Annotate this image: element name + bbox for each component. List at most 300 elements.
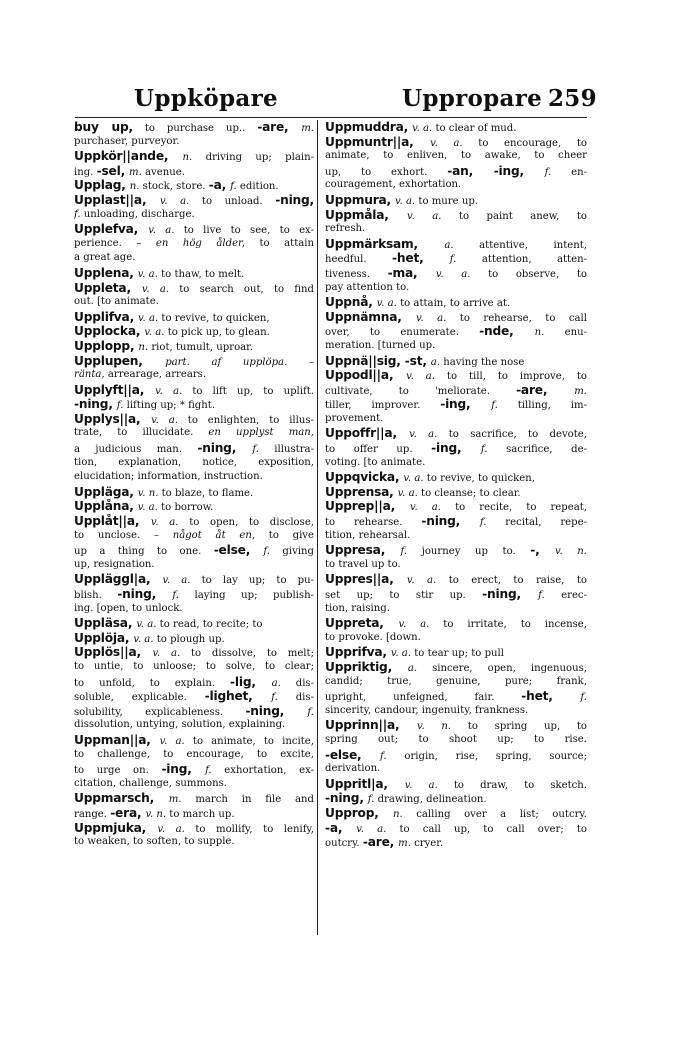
grammar-label: v. a.: [415, 312, 447, 324]
entry-line: [74, 762, 314, 777]
headword: Upprinn||a,: [325, 718, 417, 733]
grammar-label: f.: [480, 444, 488, 456]
headword: -nde,: [479, 324, 535, 339]
grammar-label: f.: [263, 546, 270, 558]
entry-line: [325, 821, 587, 836]
entry-line: [74, 631, 314, 646]
entry-line: [325, 718, 587, 733]
headword: Uppmärksam,: [325, 236, 445, 251]
definition-text: tiveness.: [325, 268, 388, 280]
definition-text: ing.: [74, 166, 97, 178]
entry-line: [325, 806, 587, 821]
headword: Upplyft||a,: [74, 382, 156, 397]
grammar-label: v. a.: [406, 371, 435, 383]
grammar-label: v. a.: [403, 473, 424, 485]
definition-text: up, resignation.: [74, 558, 155, 570]
grammar-label: f.: [538, 590, 545, 601]
headword: Upplast||a,: [74, 192, 160, 207]
definition-text: en-: [551, 166, 587, 178]
definition-text: to blaze, to flame.: [158, 487, 254, 499]
entry-line: [325, 602, 587, 617]
definition-text: drawing, delineation.: [374, 794, 487, 806]
entry-line: [74, 149, 314, 164]
headword: Uppres||a,: [325, 572, 407, 587]
headword: Upprensa,: [325, 484, 398, 499]
entry-line: [74, 281, 314, 296]
entry-line: [325, 441, 587, 456]
entry-line: [325, 704, 587, 719]
definition-text: to call up, to call over; to: [386, 823, 587, 835]
headword: Upplifva,: [74, 309, 139, 324]
definition-text: pay attention to.: [325, 281, 410, 293]
headword: Upplåna,: [74, 499, 138, 514]
entry-line: [74, 354, 314, 369]
definition-text: up, to exhort.: [325, 166, 448, 178]
headword: Upplöja,: [74, 630, 134, 645]
entry-line: [74, 806, 314, 821]
grammar-label: v. a.: [404, 779, 438, 791]
column-divider: [317, 120, 318, 935]
entry-line: [325, 777, 587, 792]
entry-line: [325, 208, 587, 223]
headword: Upprifva,: [325, 645, 391, 660]
grammar-label: v. a.: [406, 575, 437, 587]
definition-text: to animate, to incite,: [184, 735, 314, 747]
entry-line: [74, 397, 314, 412]
definition-text: to till, to improve, to: [435, 371, 587, 383]
definition-text: to unload.: [189, 195, 276, 207]
headword: -ing,: [440, 397, 492, 412]
grammar-label: v. a.: [409, 429, 438, 441]
definition-text: to purchase up..: [132, 123, 258, 134]
headword: -else,: [213, 543, 264, 558]
definition-text: a great age.: [74, 252, 136, 264]
headword: Upplupen,: [74, 353, 166, 368]
definition-text: erec-: [544, 590, 587, 601]
grammar-label: f.: [230, 181, 237, 193]
entry-line: [74, 237, 314, 252]
grammar-label: något åt en,: [172, 529, 256, 541]
headword: -are,: [257, 120, 302, 134]
headword: Uppqvicka,: [325, 470, 404, 485]
headword: Uppnä||sig, -st,: [325, 353, 431, 368]
headword: Uppmuntr||a,: [325, 134, 431, 149]
headword: Upplopp,: [74, 338, 139, 353]
grammar-label: n.: [393, 808, 403, 820]
grammar-label: m.: [168, 794, 182, 806]
headword: -era,: [110, 805, 146, 820]
definition-text: to paint anew, to: [441, 210, 587, 222]
headword: -het,: [392, 251, 450, 266]
headword: -ning,: [74, 397, 117, 412]
grammar-label: f.: [449, 254, 457, 266]
headword: Uppnämna,: [325, 309, 416, 324]
grammar-label: a.: [271, 677, 281, 689]
entry-line: [74, 383, 314, 398]
grammar-label: part. af upplöpa.: [165, 356, 288, 368]
definition-text: to read, to recite; to: [156, 619, 263, 631]
headword: -an, -ing,: [447, 163, 545, 178]
headword: -sel,: [96, 163, 130, 178]
definition-text: laying up; publish-: [179, 590, 314, 601]
definition-text: solubility, explicableness.: [74, 706, 246, 718]
definition-text: to cleanse; to clear.: [417, 487, 521, 499]
headword: Uppmjuka,: [74, 820, 158, 835]
definition-text: to tear up; to pull: [411, 648, 505, 660]
grammar-label: v. a.: [157, 823, 185, 835]
right-column: [325, 120, 587, 850]
definition-text: to spring up, to: [451, 721, 587, 733]
definition-text: origin, rise, spring, source;: [386, 750, 587, 762]
grammar-label: n.: [182, 152, 193, 164]
definition-text: arrearage, arrears.: [104, 369, 207, 381]
entry-line: [74, 529, 314, 544]
definition-text: heedful.: [325, 254, 393, 266]
headword: Upplös||a,: [74, 645, 153, 660]
definition-text: to march up.: [166, 808, 235, 820]
grammar-label: v. a.: [162, 575, 191, 587]
definition-text: tion, explanation, notice, exposition,: [74, 456, 314, 468]
headword: -a,: [325, 820, 357, 835]
entry-line: [325, 135, 587, 150]
definition-text: cryer.: [410, 838, 444, 850]
grammar-label: v. a.: [151, 414, 178, 426]
headword: Upplena,: [74, 265, 138, 280]
grammar-label: v. a.: [398, 619, 430, 631]
definition-text: refresh.: [325, 223, 366, 235]
definition-text: riot, tumult, uproar.: [148, 341, 254, 353]
entry-line: [325, 456, 587, 471]
grammar-label: v. a.: [395, 195, 416, 207]
headword: Upplåt||a,: [74, 514, 151, 529]
entry-line: [74, 835, 314, 850]
entry-line: [325, 631, 587, 646]
entry-line: [325, 616, 587, 631]
grammar-label: v. a.: [390, 648, 412, 660]
grammar-label: v. a.: [376, 298, 397, 310]
definition-text: to attain: [244, 237, 314, 249]
headword: Uppritl|a,: [325, 776, 405, 791]
grammar-label: v. n.: [554, 546, 587, 558]
entry-line: [74, 208, 314, 223]
grammar-label: f.: [172, 590, 179, 601]
entry-line: [325, 791, 587, 806]
definition-text: to borrow.: [157, 502, 214, 514]
definition-text: dissolution, untying, solution, explaining.: [74, 719, 286, 731]
headword: Upplys||a,: [74, 411, 152, 426]
grammar-label: v. a.: [152, 648, 181, 660]
headword: Upprep||a,: [325, 499, 411, 514]
entry-line: [74, 558, 314, 573]
entry-line: [74, 222, 314, 237]
definition-text: tiller, improver.: [325, 400, 441, 412]
header-rule: [75, 117, 587, 118]
definition-text: to search out, to find: [169, 283, 314, 295]
entry-line: [74, 733, 314, 748]
headword: -ning,: [275, 192, 314, 207]
headword: buy up,: [74, 120, 133, 134]
definition-text: calling over a list; outcry.: [402, 808, 587, 820]
headword: -lig,: [230, 674, 272, 689]
headword: Uppmuddra,: [325, 120, 413, 134]
entry-line: [325, 412, 587, 427]
grammar-label: v. a.: [155, 385, 183, 397]
definition-text: attentive, intent,: [453, 239, 587, 251]
definition-text: to thaw, to melt.: [157, 268, 245, 280]
entry-line: [325, 281, 587, 296]
headword: -lighet,: [204, 689, 272, 704]
headword: Uppleta,: [74, 280, 142, 295]
entry-line: [74, 295, 314, 310]
headword: Uppläggl|a,: [74, 572, 163, 587]
definition-text: to challenge, to encourage, to excite,: [74, 748, 314, 760]
headword: Uppman||a,: [74, 732, 160, 747]
entry-line: [325, 529, 587, 544]
entry-line: [325, 120, 587, 135]
running-head-right: Uppropare: [402, 85, 543, 112]
definition-text: ing. [open, to unlock.: [74, 602, 183, 614]
definition-text: outcry.: [325, 838, 363, 850]
entry-line: [325, 675, 587, 690]
entry-line: [325, 193, 587, 208]
definition-text: couragement, exhortation.: [325, 179, 462, 191]
grammar-label: v. a.: [412, 123, 433, 134]
definition-text: to unclose. –: [74, 529, 173, 541]
entry-line: [325, 543, 587, 558]
grammar-label: f.: [580, 692, 587, 704]
definition-text: range.: [74, 808, 111, 820]
definition-text: dis-: [280, 677, 314, 689]
grammar-label: v. a.: [136, 619, 157, 631]
definition-text: edition.: [236, 181, 279, 193]
entry-line: [74, 266, 314, 281]
entry-line: [74, 251, 314, 266]
definition-text: march in file and: [181, 794, 314, 806]
entry-line: [74, 543, 314, 558]
entry-line: [74, 470, 314, 485]
definition-text: perience. –: [74, 237, 156, 249]
entry-line: [74, 718, 314, 733]
entry-line: [74, 821, 314, 836]
definition-text: to revive, to quicken,: [423, 473, 535, 485]
definition-text: to weaken, to soften, to supple.: [74, 836, 235, 848]
headword: -het,: [521, 689, 581, 704]
headword: Upprop,: [325, 805, 394, 820]
entry-line: [325, 762, 587, 777]
entry-line: [325, 689, 587, 704]
entry-line: [325, 295, 587, 310]
definition-text: having the nose: [440, 356, 525, 368]
entry-line: [325, 514, 587, 529]
headword: Uppmura,: [325, 192, 396, 207]
definition-text: to erect, to raise, to: [436, 575, 587, 587]
definition-text: to encourage, to: [462, 137, 587, 149]
grammar-label: en hög ålder,: [155, 237, 245, 249]
definition-text: set up; to stir up.: [325, 590, 483, 601]
grammar-label: f.: [479, 517, 487, 529]
grammar-label: a.: [444, 239, 454, 251]
definition-text: tition, rehearsal.: [325, 529, 411, 541]
grammar-label: v. n.: [137, 487, 159, 499]
definition-text: –: [287, 356, 314, 368]
definition-text: dis-: [277, 692, 314, 704]
headword: -ning,: [117, 587, 173, 601]
definition-text: tilling, im-: [497, 400, 587, 412]
entry-line: [325, 470, 587, 485]
entry-line: [325, 222, 587, 237]
entry-line: [325, 266, 587, 281]
entry-line: [325, 178, 587, 193]
definition-text: a judicious man.: [74, 444, 198, 456]
entry-line: [74, 339, 314, 354]
definition-text: to live to see, to ex-: [174, 225, 314, 237]
page-number: 259: [548, 85, 597, 112]
entry-line: [325, 733, 587, 748]
grammar-label: v. a.: [148, 225, 175, 237]
definition-text: stock, store.: [139, 181, 209, 193]
grammar-label: v. n.: [416, 721, 452, 733]
definition-text: to draw, to sketch.: [437, 779, 587, 791]
entry-line: [74, 499, 314, 514]
running-head-left: Uppköpare: [134, 85, 278, 112]
definition-text: to clear of mud.: [432, 123, 517, 134]
grammar-label: n.: [129, 181, 140, 193]
grammar-label: f.: [116, 400, 124, 412]
grammar-label: f.: [400, 546, 408, 558]
grammar-label: v. a.: [137, 268, 158, 280]
grammar-label: v. a.: [159, 195, 190, 207]
definition-text: to give: [255, 529, 314, 541]
entry-line: [74, 178, 314, 193]
headword: Uppreta,: [325, 616, 399, 631]
definition-text: voting. [to animate.: [325, 456, 426, 468]
entry-line: [325, 485, 587, 500]
headword: -ing,: [161, 762, 206, 777]
definition-text: to irritate, to incense,: [429, 619, 587, 631]
headword: -ma,: [387, 265, 436, 280]
entry-line: [74, 120, 314, 135]
definition-text: derivation.: [325, 763, 381, 775]
headword: Upplag,: [74, 178, 130, 193]
grammar-label: f.: [380, 750, 387, 762]
entry-line: [325, 499, 587, 514]
entry-line: [74, 324, 314, 339]
definition-text: blish.: [74, 590, 118, 601]
entry-line: [74, 514, 314, 529]
definition-text: to mure up.: [415, 195, 478, 207]
entry-line: [74, 193, 314, 208]
definition-text: to lift up, to uplift.: [182, 385, 314, 397]
definition-text: up a thing to one.: [74, 546, 214, 558]
entry-line: [74, 602, 314, 617]
entry-line: [74, 616, 314, 631]
definition-text: spring out; to shoot up; to rise.: [325, 733, 587, 745]
headword: Uppmarsch,: [74, 791, 169, 806]
entry-line: [74, 791, 314, 806]
entry-line: [74, 426, 314, 441]
headword: Uppodl||a,: [325, 368, 407, 383]
grammar-label: a.: [407, 662, 418, 674]
headword: Uppmåla,: [325, 207, 408, 222]
headword: Upplefva,: [74, 222, 149, 237]
grammar-label: v. a.: [356, 823, 387, 835]
entry-line: [74, 572, 314, 587]
grammar-label: v. a.: [159, 735, 185, 747]
definition-text: to plough up.: [153, 633, 225, 645]
entry-line: [74, 441, 314, 456]
headword: -ning,: [325, 791, 368, 806]
entry-line: [325, 835, 587, 850]
headword: Uppkör||ande,: [74, 149, 183, 164]
grammar-label: m.: [129, 166, 142, 178]
definition-text: to rehearse, to call: [446, 312, 587, 324]
entry-line: [74, 675, 314, 690]
grammar-label: v. a.: [430, 137, 463, 149]
grammar-label: v. a.: [150, 517, 179, 529]
entry-line: [74, 645, 314, 660]
definition-text: to attain, to arrive at.: [396, 298, 511, 310]
definition-text: to provoke. [down.: [325, 631, 421, 643]
definition-text: candid; true, genuine, pure; frank,: [325, 675, 587, 687]
definition-text: upright, unfeigned, fair.: [325, 692, 522, 704]
headword: -ning,: [421, 514, 480, 529]
entry-line: [325, 339, 587, 354]
entry-line: [325, 748, 587, 763]
definition-text: soluble, explicable.: [74, 692, 205, 704]
entry-line: [74, 587, 314, 602]
entry-line: [74, 485, 314, 500]
definition-text: to urge on.: [74, 765, 162, 777]
headword: -else,: [325, 747, 381, 762]
entry-line: [74, 412, 314, 427]
definition-text: sincerity, candour, ingenuity, frankness.: [325, 704, 529, 716]
grammar-label: v. a.: [138, 312, 159, 324]
grammar-label: f.: [74, 208, 81, 220]
entry-line: [74, 748, 314, 763]
headword: Uppriktig,: [325, 659, 408, 674]
entry-line: [74, 777, 314, 792]
definition-text: animate, to enliven, to awake, to cheer: [325, 150, 587, 162]
entry-line: [74, 704, 314, 719]
definition-text: to travel up to.: [325, 558, 401, 570]
left-column: [74, 120, 314, 850]
grammar-label: a.: [430, 356, 441, 368]
entry-line: [325, 164, 587, 179]
entry-line: [325, 324, 587, 339]
definition-text: driving up; plain-: [192, 152, 314, 164]
definition-text: provement.: [325, 412, 384, 424]
definition-text: lifting up; * fight.: [123, 400, 216, 412]
grammar-label: v. a.: [133, 633, 154, 645]
definition-text: to offer up.: [325, 444, 432, 456]
definition-text: to open, to disclose,: [178, 517, 314, 529]
headword: Uppoffr||a,: [325, 426, 410, 441]
definition-text: to sacrifice, to devote,: [437, 429, 587, 441]
definition-text: giving: [270, 546, 314, 558]
entry-line: [325, 426, 587, 441]
definition-text: cultivate, to 'meliorate.: [325, 385, 517, 397]
entry-line: [325, 660, 587, 675]
entry-line: [325, 558, 587, 573]
definition-text: attention, atten-: [456, 254, 587, 266]
grammar-label: f.: [271, 692, 278, 704]
headword: Uppläga,: [74, 484, 138, 499]
entry-line: [325, 587, 587, 602]
grammar-label: n.: [534, 327, 545, 339]
headword: Upplocka,: [74, 324, 145, 339]
grammar-label: en upplyst man,: [208, 427, 314, 439]
entry-line: [74, 689, 314, 704]
